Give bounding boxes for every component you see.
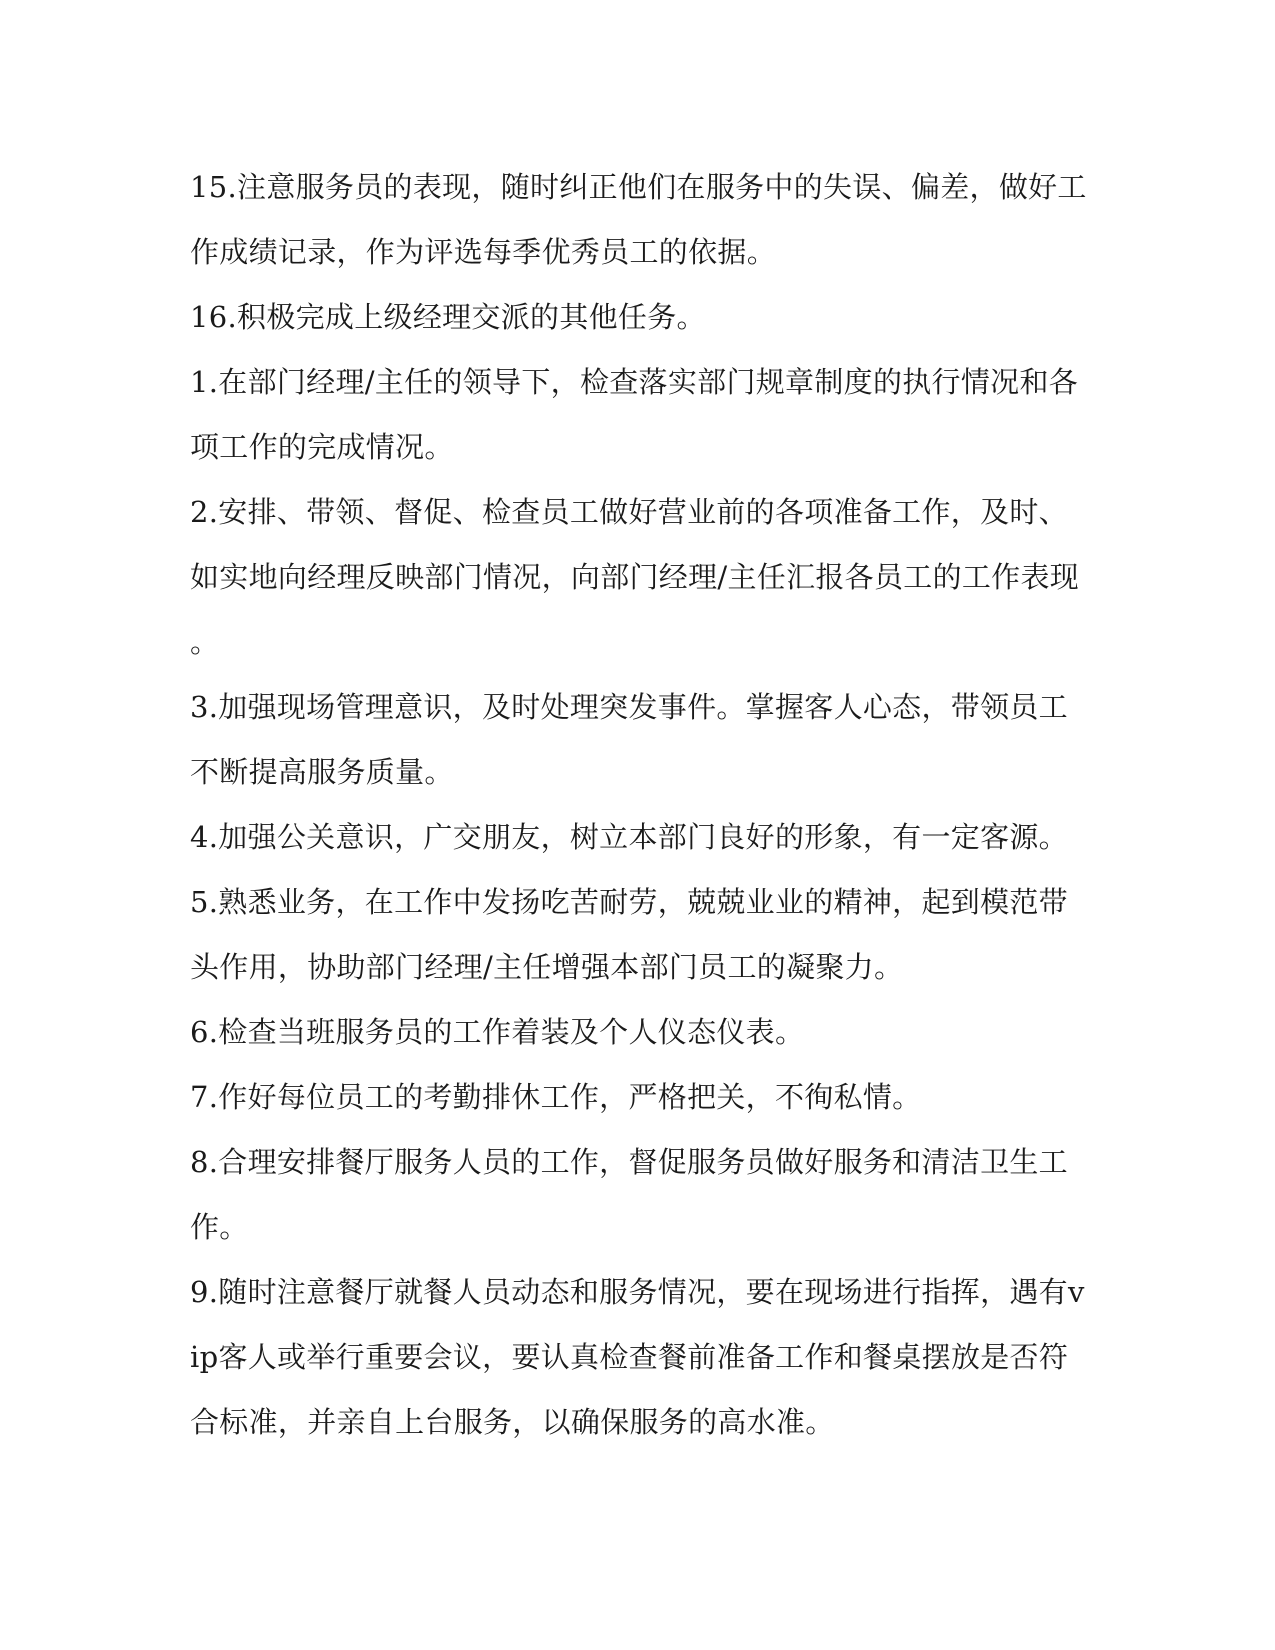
document-body — [190, 155, 1090, 1455]
text-line: ip客人或举行重要会议，要认真检查餐前准备工作和餐桌摆放是否符 — [190, 1340, 1069, 1374]
text-line: 1.在部门经理/主任的领导下，检查落实部门规章制度的执行情况和各 — [190, 365, 1079, 399]
text-line: 2.安排、带领、督促、检查员工做好营业前的各项准备工作，及时、 — [190, 495, 1068, 529]
text-line: 合标准，并亲自上台服务，以确保服务的高水准。 — [190, 1405, 835, 1439]
text-line: 。 — [190, 625, 220, 659]
text-line: 5.熟悉业务，在工作中发扬吃苦耐劳，兢兢业业的精神，起到模范带 — [190, 885, 1068, 919]
text-line: 不断提高服务质量。 — [190, 755, 454, 789]
text-line: 15.注意服务员的表现，随时纠正他们在服务中的失误、偏差，做好工 — [190, 170, 1087, 204]
text-line: 项工作的完成情况。 — [190, 430, 454, 464]
text-line: 16.积极完成上级经理交派的其他任务。 — [190, 300, 706, 334]
text-line: 3.加强现场管理意识，及时处理突发事件。掌握客人心态，带领员工 — [190, 690, 1068, 724]
text-line: 4.加强公关意识，广交朋友，树立本部门良好的形象，有一定客源。 — [190, 820, 1068, 854]
text-line: 8.合理安排餐厅服务人员的工作，督促服务员做好服务和清洁卫生工 — [190, 1145, 1068, 1179]
text-line: 作成绩记录，作为评选每季优秀员工的依据。 — [190, 235, 777, 269]
text-line: 7.作好每位员工的考勤排休工作，严格把关，不徇私情。 — [190, 1080, 922, 1114]
text-line: 头作用，协助部门经理/主任增强本部门员工的凝聚力。 — [190, 950, 904, 984]
text-line: 如实地向经理反映部门情况，向部门经理/主任汇报各员工的工作表现 — [190, 560, 1080, 594]
text-line: 9.随时注意餐厅就餐人员动态和服务情况，要在现场进行指挥，遇有v — [190, 1275, 1085, 1309]
text-line: 作。 — [190, 1210, 249, 1244]
text-line: 6.检查当班服务员的工作着装及个人仪态仪表。 — [190, 1015, 805, 1049]
